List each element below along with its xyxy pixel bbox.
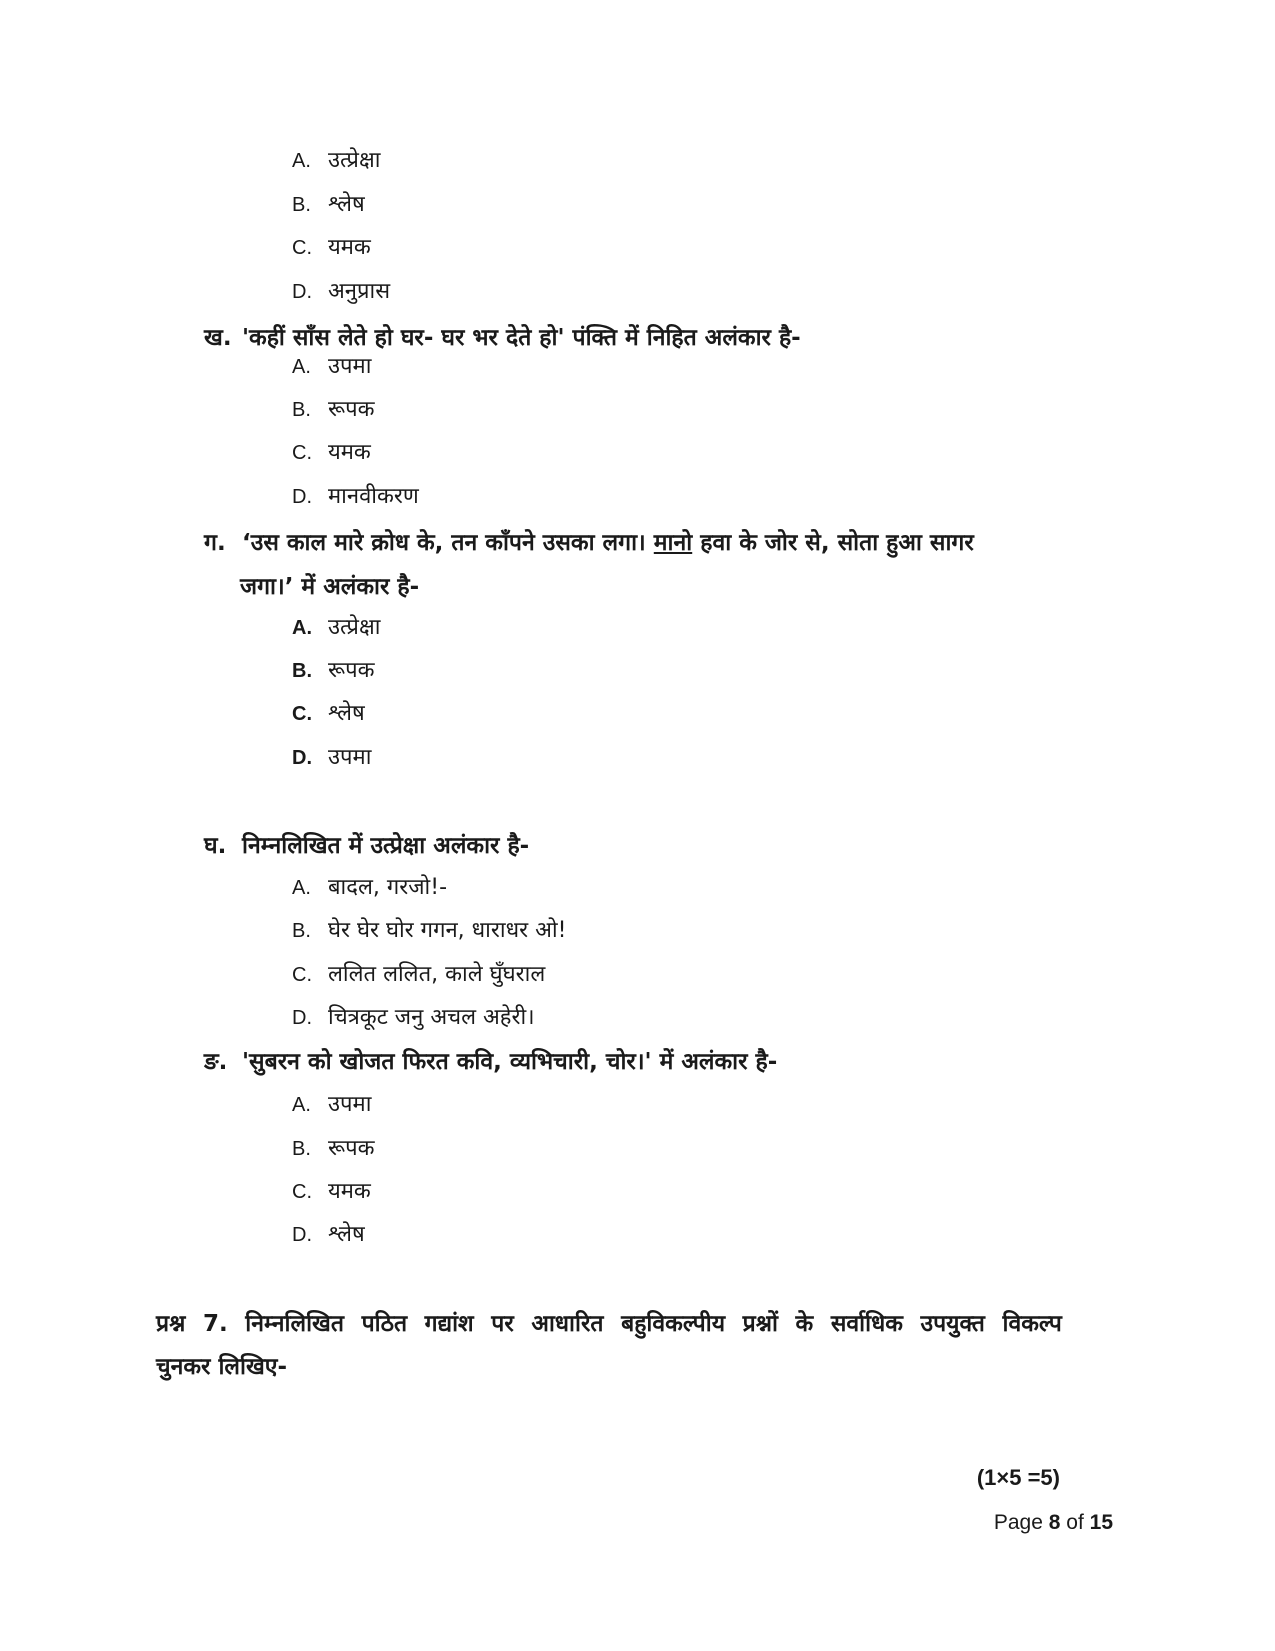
option-text: उत्प्रेक्षा bbox=[328, 615, 381, 640]
option-text: रूपक bbox=[328, 658, 375, 683]
option-label: C. bbox=[292, 442, 312, 464]
option-label: B. bbox=[292, 1138, 311, 1160]
option-text: श्लेष bbox=[328, 192, 365, 217]
question-text: 'सुबरन को खोजत फिरत कवि, व्यभिचारी, चोर।' में अलंकार है- bbox=[242, 1049, 778, 1075]
list-item bbox=[292, 233, 371, 263]
word: प्रश्न bbox=[156, 1311, 186, 1337]
option-text: ललित ललित, काले घुँघराल bbox=[328, 962, 546, 987]
option-label: A. bbox=[292, 356, 311, 378]
question-label: ङ. bbox=[204, 1049, 228, 1075]
option-label: D. bbox=[292, 1224, 312, 1246]
list-item bbox=[292, 1090, 371, 1120]
list-item bbox=[292, 613, 380, 643]
word: गद्यांश bbox=[424, 1311, 474, 1337]
list-item bbox=[292, 960, 545, 990]
word: आधारित bbox=[531, 1311, 604, 1337]
option-text: श्लेष bbox=[328, 701, 365, 726]
word: प्रश्नों bbox=[742, 1311, 778, 1337]
list-item bbox=[292, 352, 371, 382]
underlined-word: मानो bbox=[653, 530, 693, 556]
option-label: D. bbox=[292, 1007, 312, 1029]
list-item bbox=[292, 277, 390, 307]
question-text: 'कहीं साँस लेते हो घर- घर भर देते हो' पंक्ति में निहित अलंकार है- bbox=[242, 325, 801, 351]
option-label: B. bbox=[292, 399, 311, 421]
question-label: घ. bbox=[204, 833, 227, 859]
option-label: A. bbox=[292, 617, 312, 639]
option-text: रूपक bbox=[328, 397, 375, 422]
option-text: घेर घेर घोर गगन, धाराधर ओ! bbox=[328, 918, 567, 943]
marks-label: (1×5 =5) bbox=[976, 1465, 1060, 1490]
option-text: उपमा bbox=[328, 354, 372, 379]
word: विकल्प bbox=[1002, 1311, 1062, 1337]
option-text: रूपक bbox=[328, 1136, 375, 1161]
total-pages: 15 bbox=[1089, 1511, 1113, 1534]
option-text: यमक bbox=[328, 1179, 371, 1204]
word: बहुविकल्पीय bbox=[621, 1311, 726, 1337]
list-item bbox=[292, 482, 419, 512]
option-label: D. bbox=[292, 747, 312, 769]
option-text: उपमा bbox=[328, 745, 372, 770]
option-text: यमक bbox=[328, 440, 371, 465]
word: निम्नलिखित bbox=[245, 1311, 344, 1337]
option-text: चित्रकूट जनु अचल अहेरी। bbox=[328, 1005, 535, 1030]
word: सर्वाधिक bbox=[830, 1311, 903, 1337]
current-page: 8 bbox=[1048, 1511, 1061, 1534]
option-text: श्लेष bbox=[328, 1222, 365, 1247]
option-label: A. bbox=[292, 150, 311, 172]
page-word: Page bbox=[993, 1511, 1049, 1534]
question-gha bbox=[204, 830, 529, 862]
word: के bbox=[795, 1311, 814, 1337]
question-7-heading bbox=[156, 1308, 1062, 1340]
option-label: A. bbox=[292, 1094, 311, 1116]
word: उपयुक्त bbox=[920, 1311, 985, 1337]
option-label: D. bbox=[292, 281, 312, 303]
list-item bbox=[292, 699, 365, 729]
option-text: मानवीकरण bbox=[328, 484, 419, 509]
list-item bbox=[292, 190, 365, 220]
option-label: B. bbox=[292, 920, 311, 942]
option-label: A. bbox=[292, 877, 311, 899]
option-label: C. bbox=[292, 964, 312, 986]
list-item bbox=[292, 438, 371, 468]
list-item bbox=[292, 1134, 375, 1164]
option-label: C. bbox=[292, 703, 312, 725]
option-label: B. bbox=[292, 194, 311, 216]
question-kha bbox=[204, 322, 801, 354]
list-item bbox=[292, 146, 380, 176]
question-text: ‘उस काल मारे क्रोध के, तन काँपने उसका लगा। bbox=[242, 530, 654, 556]
list-item bbox=[292, 1177, 371, 1207]
page-number bbox=[994, 1511, 1113, 1535]
word: पठित bbox=[361, 1311, 408, 1337]
option-text: अनुप्रास bbox=[328, 279, 391, 304]
of-word: of bbox=[1060, 1511, 1090, 1534]
question-text-line2: जगा।’ में अलंकार है- bbox=[240, 574, 420, 600]
question-7-heading-line2: चुनकर लिखिए- bbox=[156, 1354, 288, 1380]
option-label: C. bbox=[292, 1181, 312, 1203]
word: पर bbox=[491, 1311, 514, 1337]
question-text: हवा के जोर से, सोता हुआ सागर bbox=[692, 530, 974, 556]
list-item bbox=[292, 916, 566, 946]
option-text: बादल, गरजो!- bbox=[328, 875, 448, 900]
option-text: उत्प्रेक्षा bbox=[328, 148, 381, 173]
question-text: निम्नलिखित में उत्प्रेक्षा अलंकार है- bbox=[242, 833, 530, 859]
list-item bbox=[292, 656, 375, 686]
question-label: ख. bbox=[204, 325, 232, 351]
list-item bbox=[292, 1003, 535, 1033]
word: 7. bbox=[202, 1311, 228, 1337]
question-label: ग. bbox=[204, 530, 226, 556]
option-text: उपमा bbox=[328, 1092, 372, 1117]
question-ga bbox=[204, 527, 974, 559]
question-nga bbox=[204, 1046, 777, 1078]
list-item bbox=[292, 873, 447, 903]
list-item bbox=[292, 743, 371, 773]
option-label: B. bbox=[292, 660, 312, 682]
list-item bbox=[292, 395, 375, 425]
option-label: D. bbox=[292, 486, 312, 508]
option-label: C. bbox=[292, 237, 312, 259]
option-text: यमक bbox=[328, 235, 371, 260]
list-item bbox=[292, 1220, 365, 1250]
